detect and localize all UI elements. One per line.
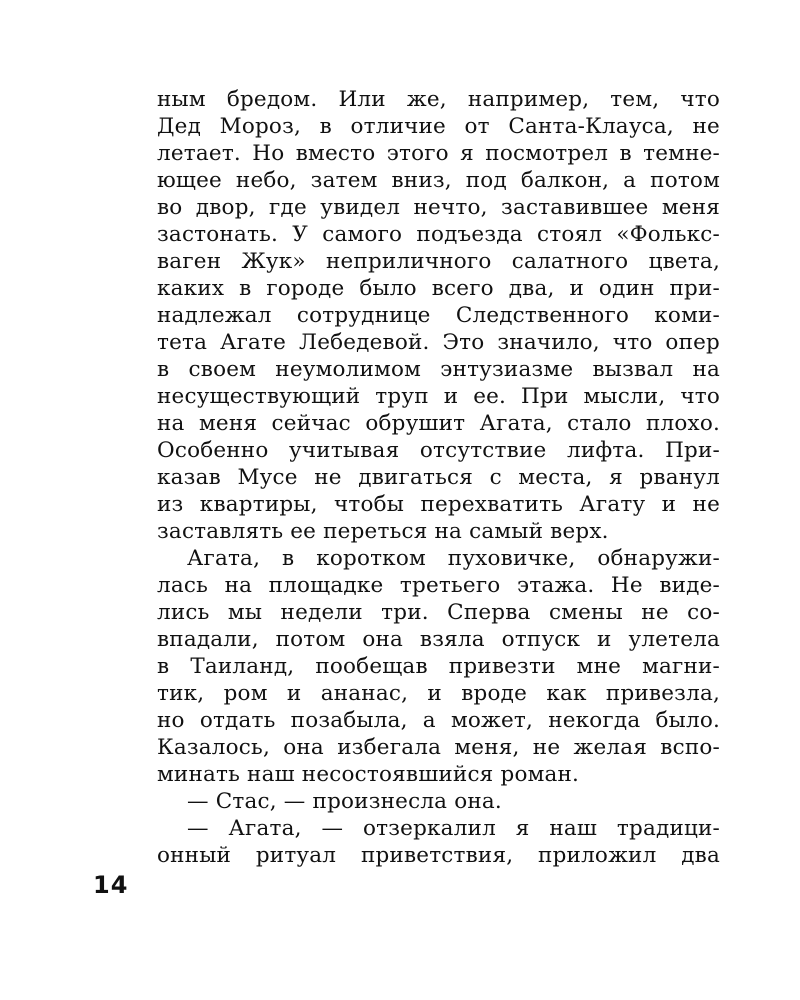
text-line: лись мы недели три. Сперва смены не со- <box>157 600 720 625</box>
text-line: минать наш несостоявшийся роман. <box>157 762 580 787</box>
text-line: Агата, в коротком пуховичке, обнаружи- <box>187 546 720 571</box>
text-line: в Таиланд, пообещав привезти мне магни- <box>157 654 720 679</box>
text-line: ваген Жук» неприличного салатного цвета, <box>157 249 720 274</box>
text-line: каких в городе было всего два, и один при- <box>157 276 720 301</box>
text-line: несуществующий труп и ее. При мысли, что <box>157 384 720 409</box>
page-number: 14 <box>93 871 129 899</box>
text-line: казав Мусе не двигаться с места, я рванул <box>157 465 720 490</box>
text-line: тета Агате Лебедевой. Это значило, что опер <box>157 330 720 355</box>
text-line: надлежал сотруднице Следственного коми- <box>157 303 720 328</box>
text-line: тик, ром и ананас, и вроде как привезла, <box>157 681 720 706</box>
text-line: но отдать позабыла, а может, некогда было. <box>157 708 720 733</box>
dialogue-line: — Стас, — произнесла она. <box>187 789 502 814</box>
text-line: Дед Мороз, в отличие от Санта-Клауса, не <box>157 114 720 139</box>
text-line: в своем неумолимом энтузиазме вызвал на <box>157 357 720 382</box>
body-text <box>157 86 720 869</box>
text-line: из квартиры, чтобы перехватить Агату и не <box>157 492 720 517</box>
text-line: на меня сейчас обрушит Агата, стало плохо. <box>157 411 720 436</box>
text-line: Казалось, она избегала меня, не желая вспо- <box>157 735 720 760</box>
text-line: ющее небо, затем вниз, под балкон, а потом <box>157 168 720 193</box>
text-line: лась на площадке третьего этажа. Не виде- <box>157 573 720 598</box>
dialogue-line: — Агата, — отзеркалил я наш традици- <box>187 816 720 841</box>
text-line: онный ритуал приветствия, приложил два <box>157 843 720 868</box>
text-line: впадали, потом она взяла отпуск и улетела <box>157 627 720 652</box>
text-line: Особенно учитывая отсутствие лифта. При- <box>157 438 720 463</box>
text-line: во двор, где увидел нечто, заставившее меня <box>157 195 720 220</box>
text-line: застонать. У самого подъезда стоял «Фолькс- <box>157 222 720 247</box>
text-line: ным бредом. Или же, например, тем, что <box>157 87 720 112</box>
text-line: летает. Но вместо этого я посмотрел в темне- <box>157 141 720 166</box>
text-line: заставлять ее переться на самый верх. <box>157 519 609 544</box>
